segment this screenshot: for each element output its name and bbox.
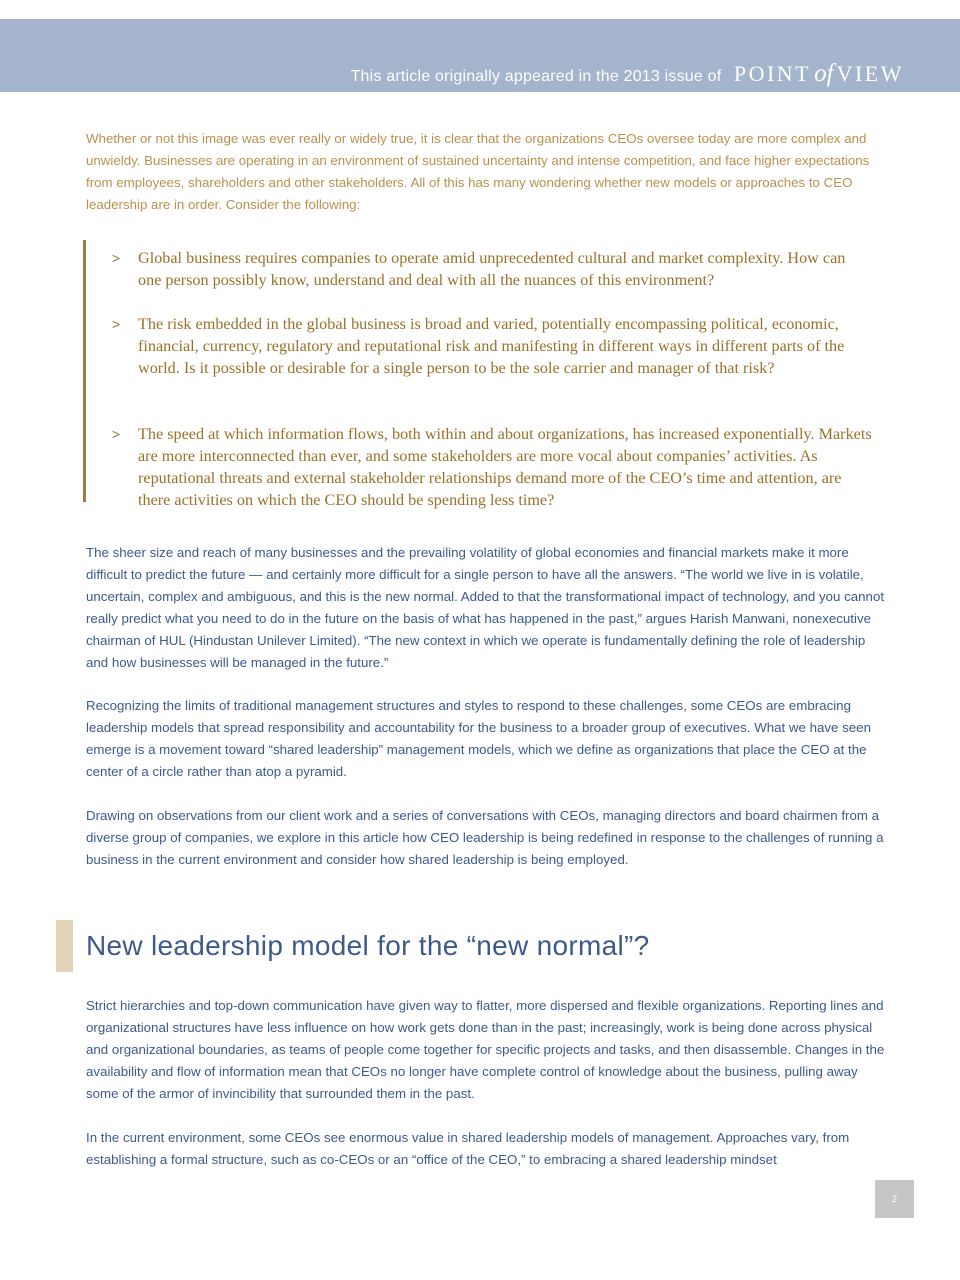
- bullet-text: Global business requires companies to operate amid unprecedented cultural and market complexity. How can one person possibly know, understand and deal with all the nuances of this environment?: [138, 249, 846, 289]
- intro-paragraph: Whether or not this image was ever really or widely true, it is clear that the organizations CEOs oversee today are more complex and unwieldy. Businesses are operating in an environment of sustained uncertainty and intense competition, and face higher expectations from employees, shareholders and other stakeholders. All of this has many wondering whether new models or approaches to CEO leadership are in order. Consider the following:: [86, 131, 870, 212]
- bullet-marker: >: [112, 426, 121, 442]
- body-paragraph: The sheer size and reach of many businesses and the prevailing volatility of global economies and financial markets make it more difficult to predict the future — and certainly more difficult for a single person to have all the answers. “The world we live in is volatile, uncertain, complex and ambiguous, and this is the new normal. Added to that the transformational impact of technology, and you cannot really predict what you need to do in the future on the basis of what has happened in the past,” argues Harish Manwani, nonexecutive chairman of HUL (Hindustan Unilever Limited). “The new context in which we operate is fundamentally defining the role of leadership and how businesses will be managed in the future.”: [86, 545, 885, 670]
- question-bullet: [112, 423, 872, 511]
- bullet-marker: >: [112, 250, 121, 266]
- section-heading: New leadership model for the “new normal”?: [86, 930, 650, 961]
- bullet-text: The speed at which information flows, both within and about organizations, has increased exponentially. Markets are more interconnected than ever, and some stakeholders are more vocal about companies’ activities. As reputational threats and external stakeholder relationships demand more of the CEO’s time and attention, are there activities on which the CEO should be spending less time?: [138, 425, 872, 509]
- body-paragraph: Recognizing the limits of traditional management structures and styles to respond to these challenges, some CEOs are embracing leadership models that spread responsibility and accountability for the business to a broader group of executives. What we have seen emerge is a movement toward “shared leadership” management models, which we define as organizations that place the CEO at the center of a circle rather than atop a pyramid.: [86, 698, 871, 779]
- body-paragraph: Strict hierarchies and top-down communication have given way to flatter, more dispersed and flexible organizations. Reporting lines and organizational structures have less influence on how work gets done than in the past; increasingly, work is being done across physical and organizational boundaries, as teams of people come together for specific projects and tasks, and then disassemble. Changes in the availability and flow of information mean that CEOs no longer have complete control of knowledge about the business, pulling away some of the armor of invincibility that surrounded them in the past.: [86, 998, 885, 1101]
- pull-quote-bar: [83, 240, 86, 502]
- page-number: 2: [875, 1180, 914, 1218]
- question-bullet: [112, 247, 872, 291]
- body-paragraph: In the current environment, some CEOs see enormous value in shared leadership models of management. Approaches vary, from establishing a formal structure, such as co-CEOs or an “office of the CEO,” to embracing a shared leadership mindset: [86, 1130, 850, 1167]
- publication-name-word1: POINT: [733, 61, 812, 86]
- header-prefix: This article originally appeared in the 2013 issue of: [350, 68, 722, 85]
- question-bullet: [112, 313, 872, 379]
- bullet-marker: >: [112, 316, 121, 332]
- publication-name-word2: VIEW: [836, 61, 904, 86]
- section-heading-bar: [56, 920, 73, 972]
- header-attribution: [351, 60, 904, 88]
- publication-name-of: of: [814, 60, 834, 87]
- body-paragraph: Drawing on observations from our client work and a series of conversations with CEOs, managing directors and board chairmen from a diverse group of companies, we explore in this article how CEO leadership is being redefined in response to the challenges of running a business in the current environment and consider how shared leadership is being employed.: [86, 808, 884, 867]
- publication-name: [734, 61, 904, 86]
- bullet-text: The risk embedded in the global business is broad and varied, potentially encompassing political, economic, financial, currency, regulatory and reputational risk and manifesting in different ways in different parts of the world. Is it possible or desirable for a single person to be the sole carrier and manager of that risk?: [138, 315, 845, 377]
